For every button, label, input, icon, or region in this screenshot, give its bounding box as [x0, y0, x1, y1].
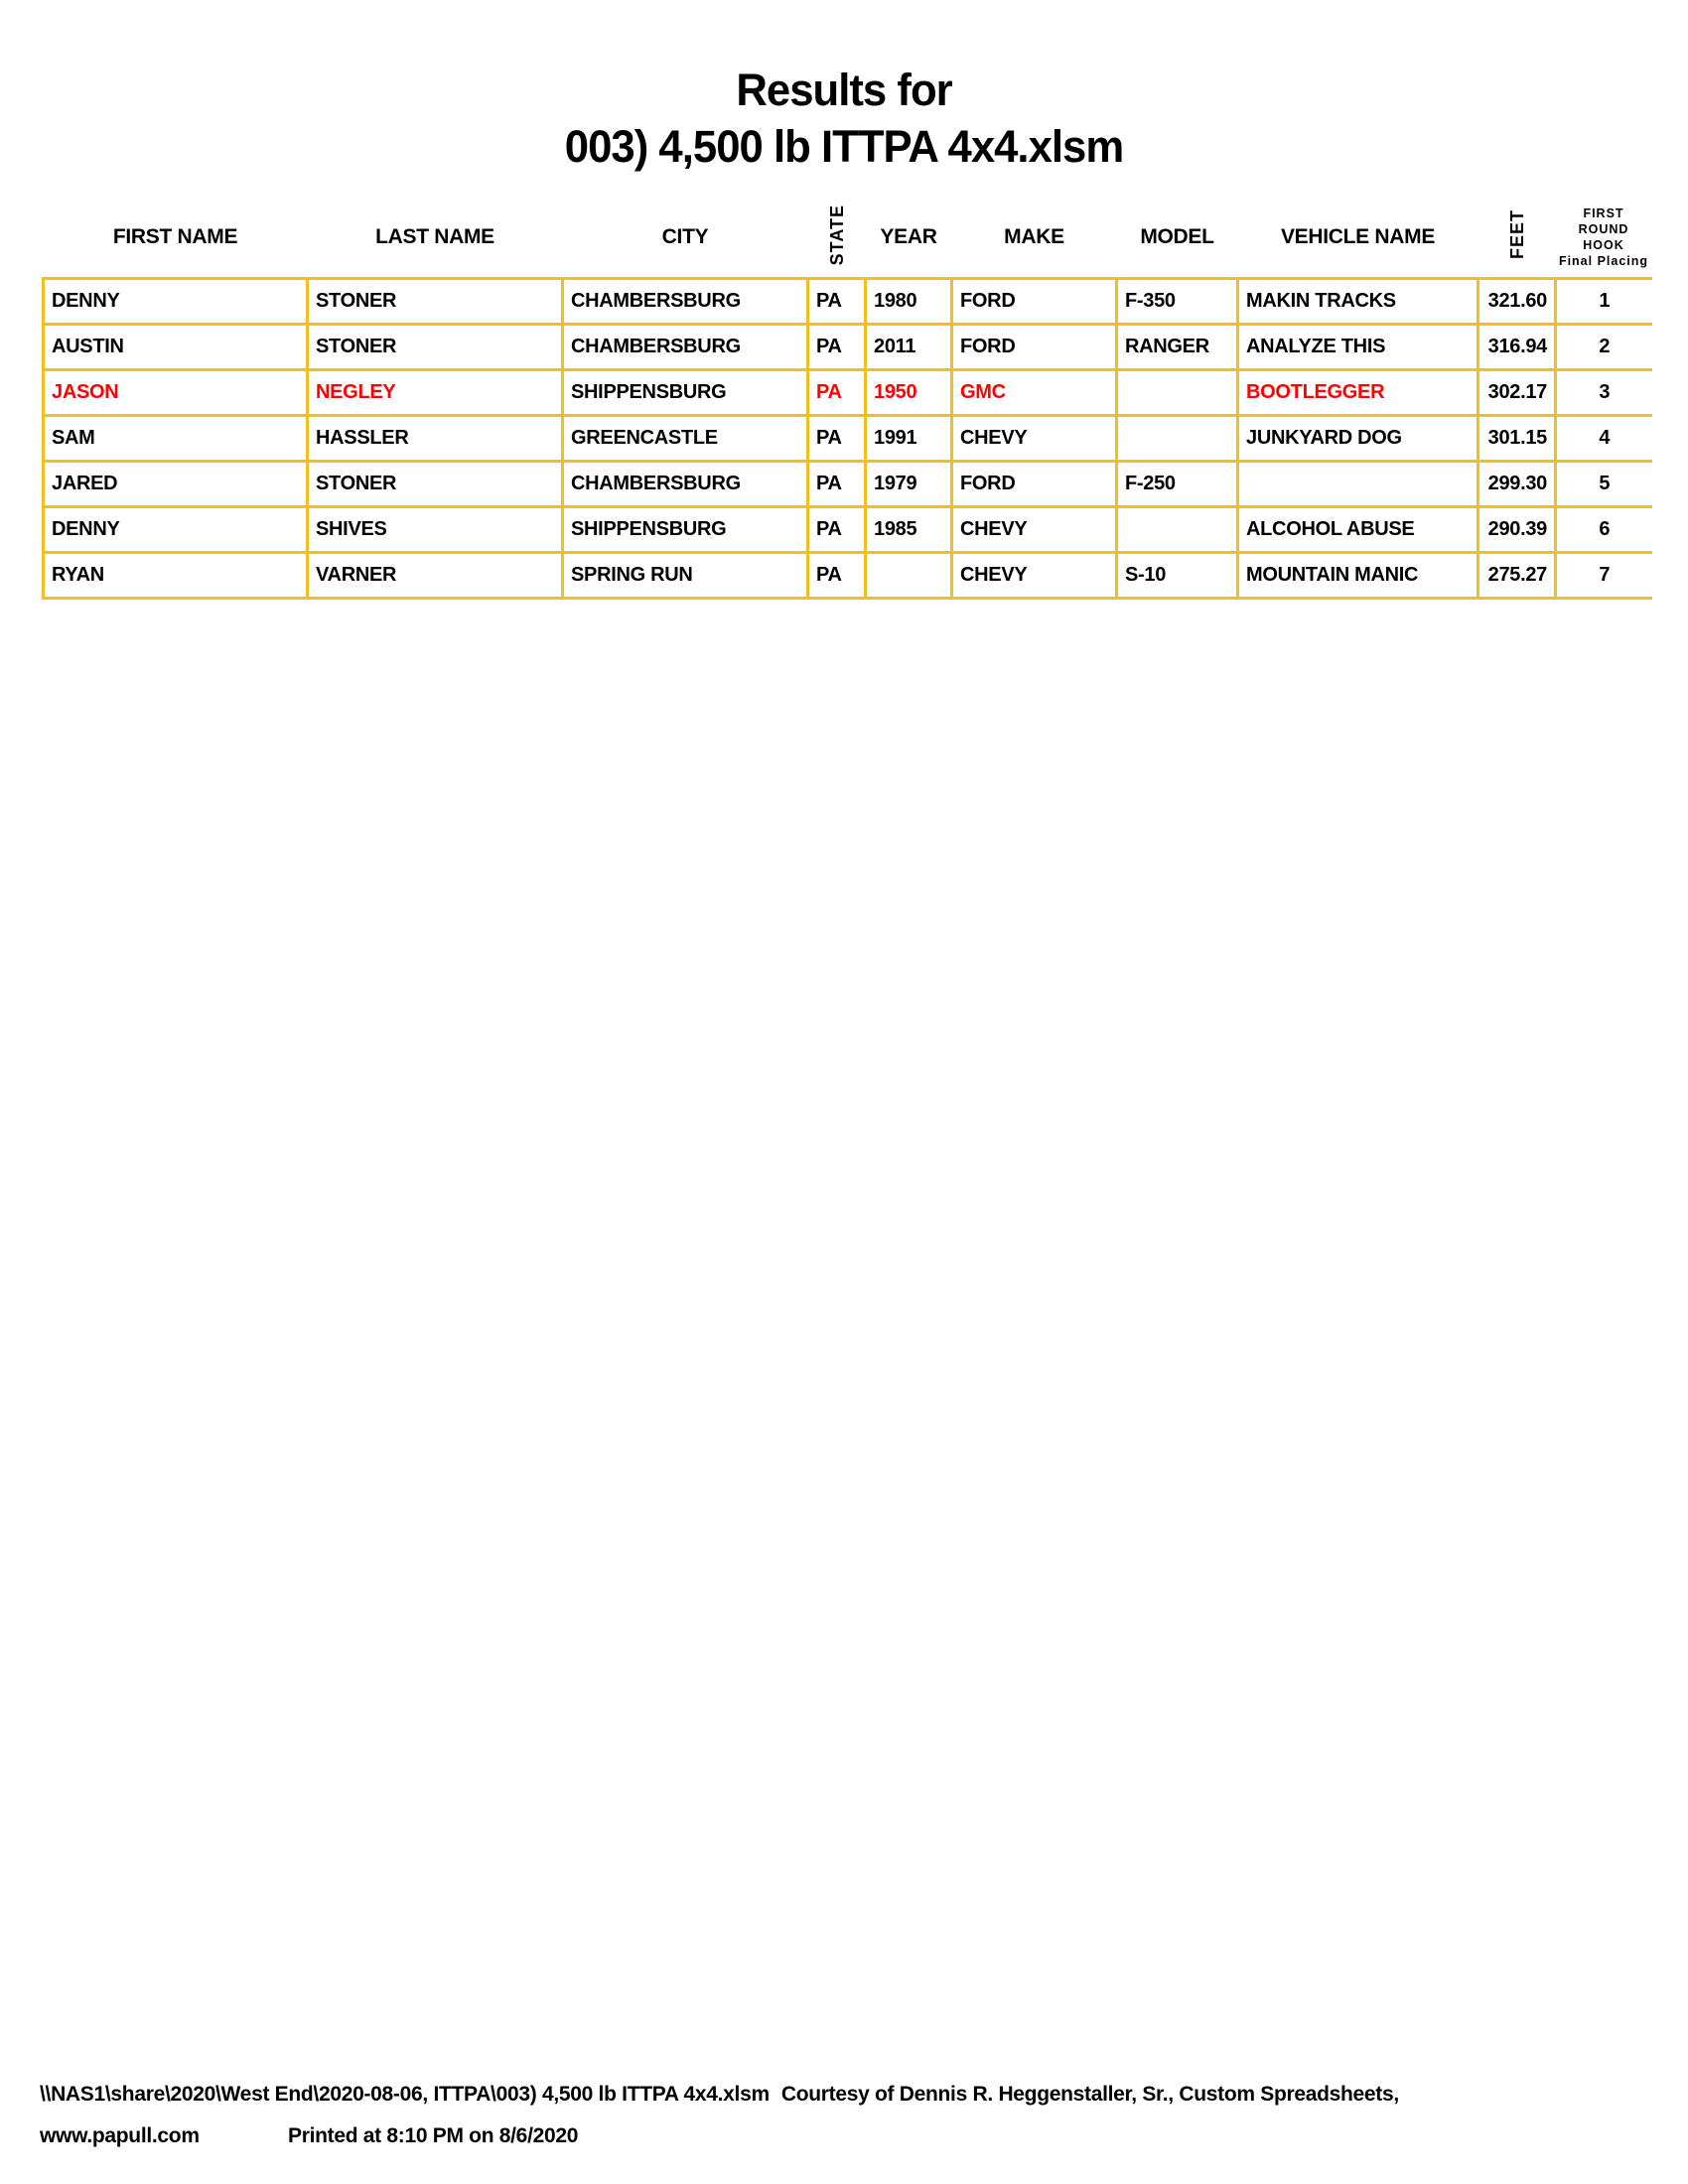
cell-year: 1980	[866, 278, 952, 324]
cell-final-placing: 5	[1556, 461, 1652, 506]
cell-feet: 275.27	[1478, 552, 1556, 598]
cell-vehicle-name: ALCOHOL ABUSE	[1238, 506, 1478, 552]
col-header-city	[563, 199, 808, 278]
cell-last-name: STONER	[308, 324, 563, 369]
cell-year: 2011	[866, 324, 952, 369]
cell-model	[1117, 415, 1238, 461]
table-row	[44, 415, 1652, 461]
table-row	[44, 278, 1652, 324]
cell-final-placing: 7	[1556, 552, 1652, 598]
cell-first-name: DENNY	[44, 506, 308, 552]
page-title-line2: 003) 4,500 lb ITTPA 4x4.xlsm	[564, 121, 1124, 172]
table-row	[44, 552, 1652, 598]
cell-feet: 299.30	[1478, 461, 1556, 506]
table-row	[44, 506, 1652, 552]
cell-feet: 301.15	[1478, 415, 1556, 461]
cell-city: GREENCASTLE	[563, 415, 808, 461]
cell-make: CHEVY	[952, 506, 1117, 552]
cell-model	[1117, 369, 1238, 415]
cell-state: PA	[808, 506, 866, 552]
col-header-city-label: CITY	[661, 225, 709, 249]
cell-first-name: SAM	[44, 415, 308, 461]
cell-final-placing: 6	[1556, 506, 1652, 552]
cell-vehicle-name: JUNKYARD DOG	[1238, 415, 1478, 461]
cell-first-name: JASON	[44, 369, 308, 415]
cell-model: S-10	[1117, 552, 1238, 598]
cell-last-name: NEGLEY	[308, 369, 563, 415]
col-header-year-label: YEAR	[880, 225, 937, 249]
cell-first-name: JARED	[44, 461, 308, 506]
col-header-first-name	[44, 199, 308, 278]
footer-printed-timestamp: Printed at 8:10 PM on 8/6/2020	[288, 2124, 579, 2147]
cell-model	[1117, 506, 1238, 552]
cell-last-name: HASSLER	[308, 415, 563, 461]
cell-year: 1979	[866, 461, 952, 506]
table-row	[44, 369, 1652, 415]
page-title-line1: Results for	[736, 65, 952, 115]
cell-vehicle-name: ANALYZE THIS	[1238, 324, 1478, 369]
footer-courtesy: Courtesy of Dennis R. Heggenstaller, Sr., Custom Spreadsheets,	[780, 2083, 1399, 2106]
col-header-year	[866, 199, 952, 278]
cell-feet: 290.39	[1478, 506, 1556, 552]
cell-state: PA	[808, 552, 866, 598]
cell-city: CHAMBERSBURG	[563, 278, 808, 324]
col-header-state-label: STATE	[826, 204, 847, 265]
footer-line1	[40, 2083, 1399, 2107]
cell-state: PA	[808, 415, 866, 461]
cell-state: PA	[808, 461, 866, 506]
col-header-model	[1117, 199, 1238, 278]
cell-make: GMC	[952, 369, 1117, 415]
cell-vehicle-name: BOOTLEGGER	[1238, 369, 1478, 415]
col-header-hook-line1: FIRST ROUND	[1578, 206, 1629, 237]
col-header-make	[952, 199, 1117, 278]
cell-make: FORD	[952, 324, 1117, 369]
cell-final-placing: 4	[1556, 415, 1652, 461]
cell-feet: 302.17	[1478, 369, 1556, 415]
cell-year: 1950	[866, 369, 952, 415]
cell-feet: 316.94	[1478, 324, 1556, 369]
cell-city: CHAMBERSBURG	[563, 461, 808, 506]
col-header-make-label: MAKE	[1004, 225, 1064, 249]
col-header-hook-line2: HOOK	[1583, 238, 1624, 253]
col-header-last-name	[308, 199, 563, 278]
cell-city: SHIPPENSBURG	[563, 506, 808, 552]
cell-make: FORD	[952, 278, 1117, 324]
results-table	[42, 199, 1652, 600]
cell-make: CHEVY	[952, 415, 1117, 461]
results-table-header	[44, 199, 1652, 278]
cell-year	[866, 552, 952, 598]
col-header-state	[808, 199, 866, 278]
results-table-body	[44, 278, 1652, 598]
cell-first-name: DENNY	[44, 278, 308, 324]
col-header-model-label: MODEL	[1140, 225, 1214, 249]
cell-vehicle-name: MAKIN TRACKS	[1238, 278, 1478, 324]
table-row	[44, 461, 1652, 506]
col-header-vehicle-name	[1238, 199, 1478, 278]
col-header-first-name-label: FIRST NAME	[112, 225, 238, 249]
col-header-feet-label: FEET	[1506, 209, 1527, 260]
cell-model: RANGER	[1117, 324, 1238, 369]
cell-first-name: RYAN	[44, 552, 308, 598]
col-header-last-name-label: LAST NAME	[375, 225, 494, 249]
cell-state: PA	[808, 278, 866, 324]
table-row	[44, 324, 1652, 369]
footer-file-path: \\NAS1\share\2020\West End\2020-08-06, ITTPA\003) 4,500 lb ITTPA 4x4.xlsm	[40, 2083, 770, 2106]
cell-year: 1991	[866, 415, 952, 461]
cell-final-placing: 2	[1556, 324, 1652, 369]
cell-vehicle-name: MOUNTAIN MANIC	[1238, 552, 1478, 598]
col-header-hook-line3: Final Placing	[1558, 254, 1649, 269]
page-title	[0, 62, 1688, 175]
cell-final-placing: 1	[1556, 278, 1652, 324]
cell-state: PA	[808, 369, 866, 415]
col-header-first-round-hook	[1556, 199, 1652, 278]
cell-last-name: STONER	[308, 461, 563, 506]
col-header-feet	[1478, 199, 1556, 278]
cell-make: FORD	[952, 461, 1117, 506]
cell-state: PA	[808, 324, 866, 369]
cell-city: CHAMBERSBURG	[563, 324, 808, 369]
footer-website: www.papull.com	[40, 2124, 200, 2147]
cell-city: SHIPPENSBURG	[563, 369, 808, 415]
cell-model: F-350	[1117, 278, 1238, 324]
cell-last-name: SHIVES	[308, 506, 563, 552]
cell-model: F-250	[1117, 461, 1238, 506]
cell-last-name: VARNER	[308, 552, 563, 598]
cell-make: CHEVY	[952, 552, 1117, 598]
cell-final-placing: 3	[1556, 369, 1652, 415]
cell-first-name: AUSTIN	[44, 324, 308, 369]
col-header-vehicle-name-label: VEHICLE NAME	[1280, 225, 1436, 249]
cell-vehicle-name	[1238, 461, 1478, 506]
cell-feet: 321.60	[1478, 278, 1556, 324]
cell-year: 1985	[866, 506, 952, 552]
cell-city: SPRING RUN	[563, 552, 808, 598]
cell-last-name: STONER	[308, 278, 563, 324]
